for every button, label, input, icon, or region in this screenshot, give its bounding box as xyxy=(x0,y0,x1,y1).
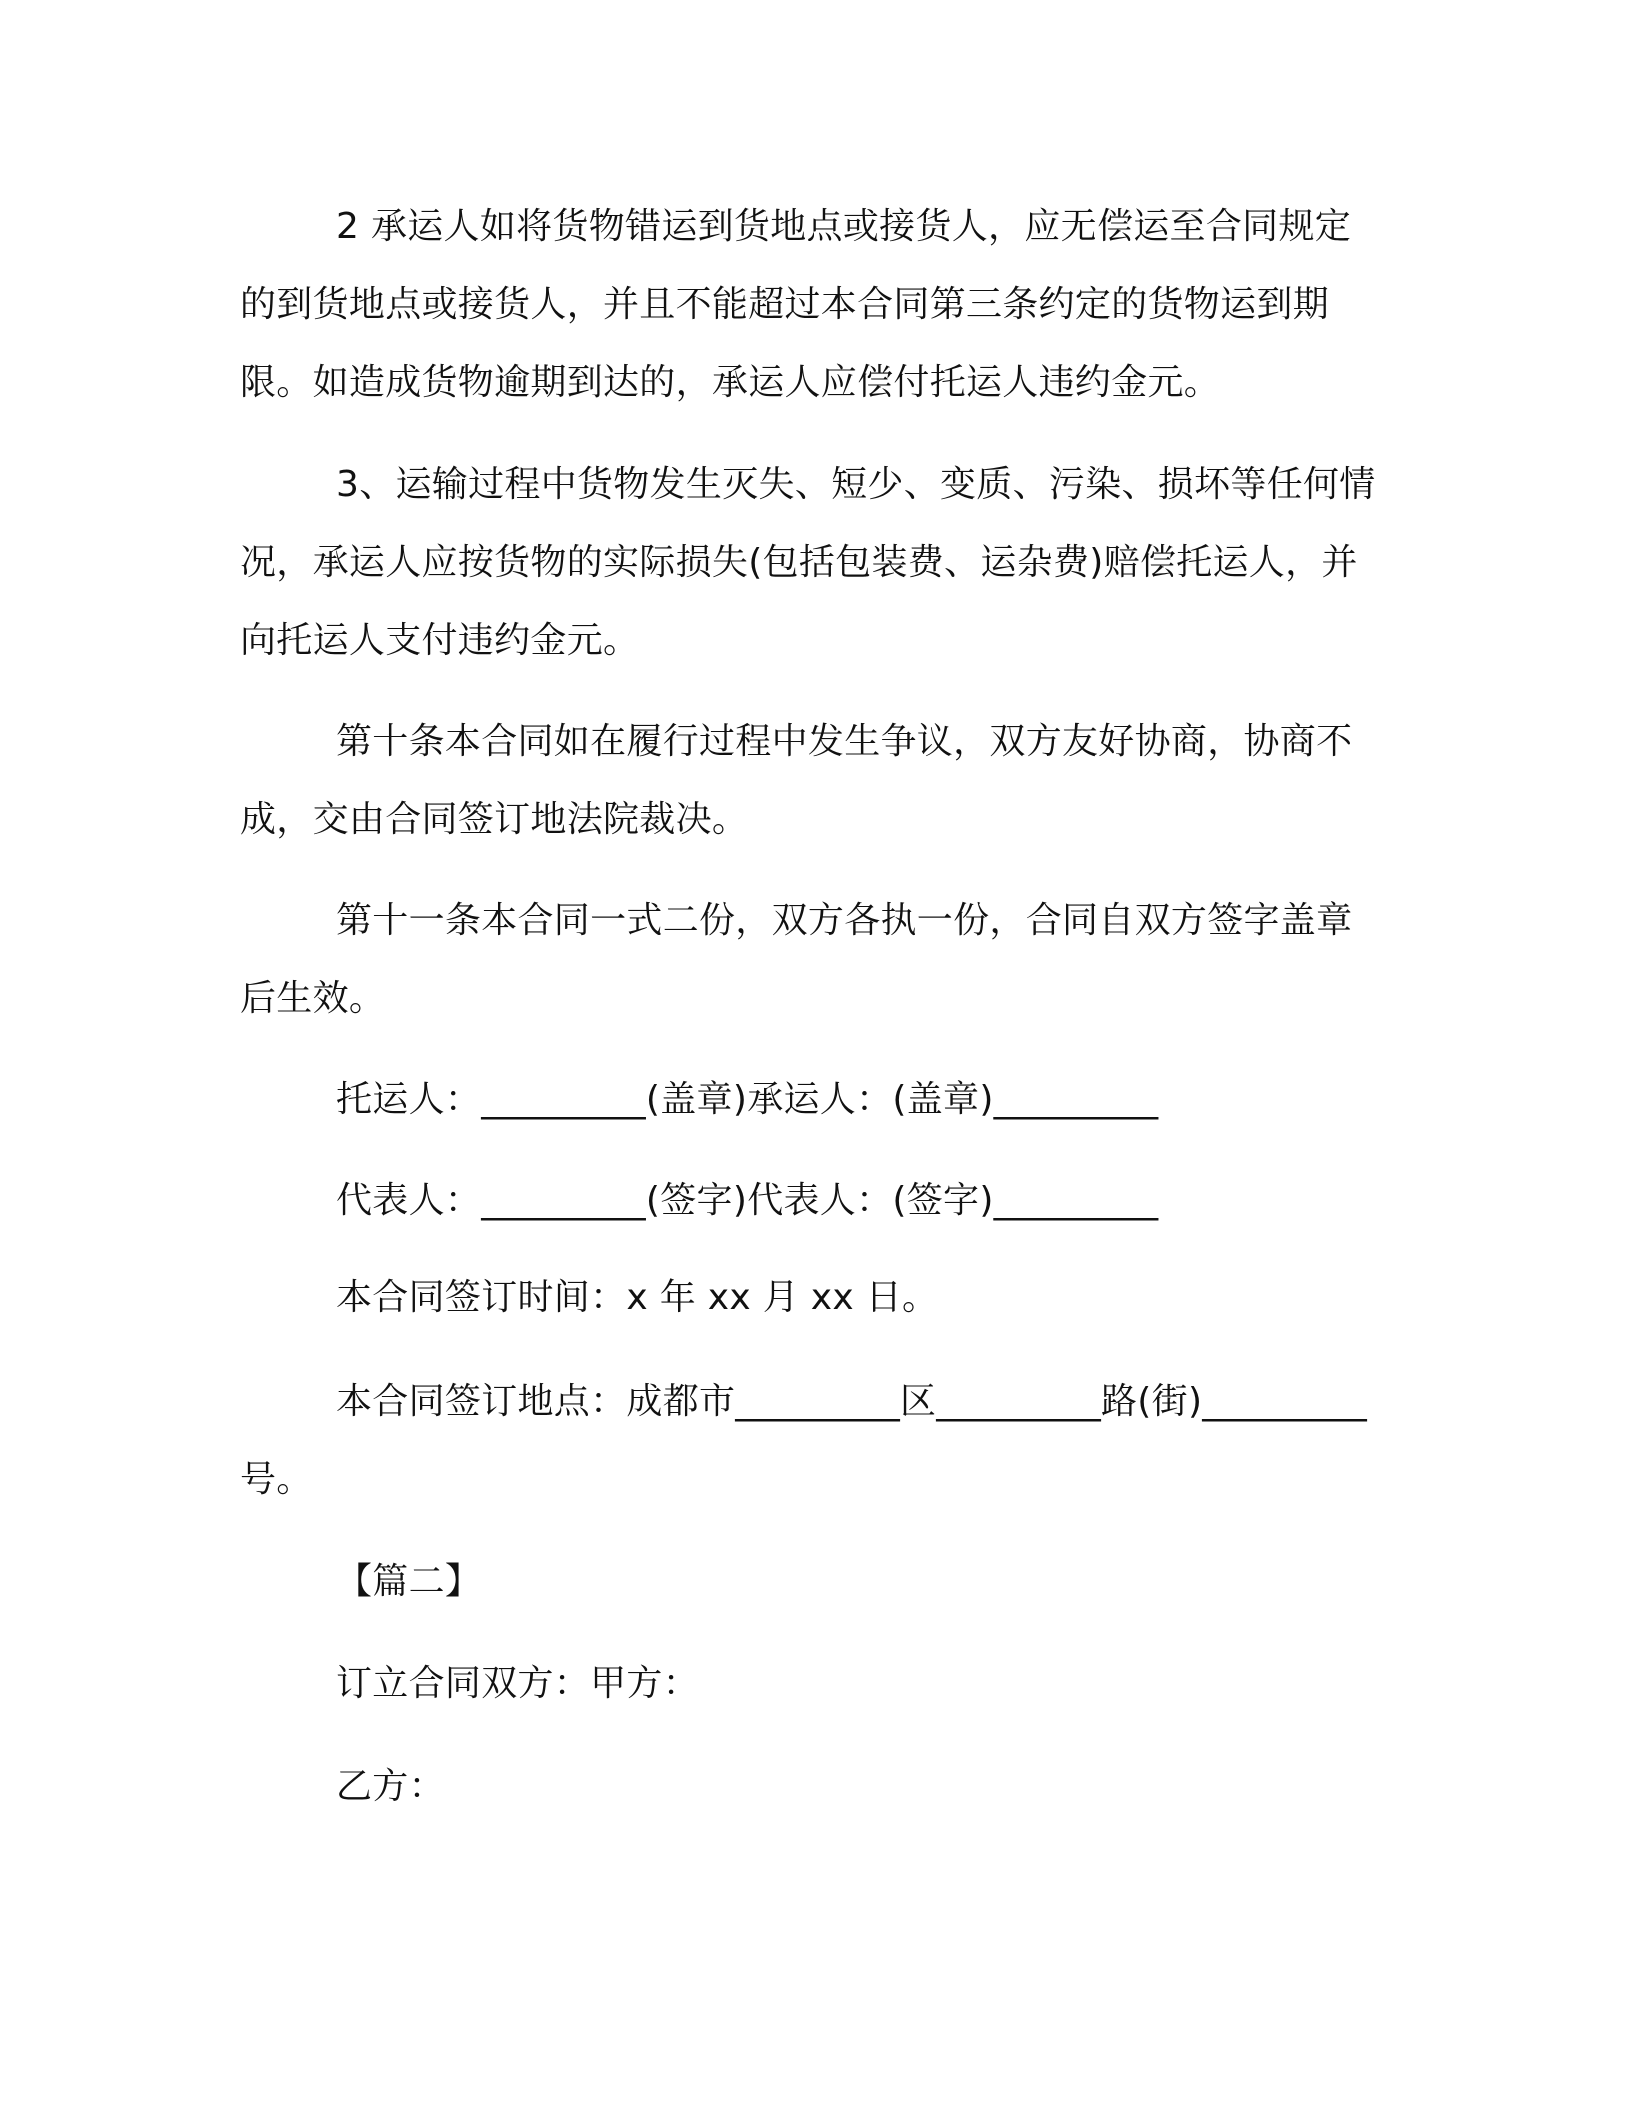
clause-cargo-loss: 3、运输过程中货物发生灭失、短少、变质、污染、损坏等任何情况，承运人应按货物的实际损失(包括包装费、运杂费)赔偿托运人，并向托运人支付违约金元。 xyxy=(240,464,1376,661)
clause-misdelivery: 2 承运人如将货物错运到货地点或接货人，应无偿运至合同规定的到货地点或接货人，并且不能超过本合同第三条约定的货物运到期限。如造成货物逾期到达的，承运人应偿付托运人违约金元。 xyxy=(240,206,1352,403)
contracting-parties-party-a: 订立合同双方：甲方： xyxy=(336,1663,700,1704)
article-10-dispute: 第十条本合同如在履行过程中发生争议，双方友好协商，协商不成，交由合同签订地法院裁决。 xyxy=(240,721,1353,840)
signing-date: 本合同签订时间：x 年 xx 月 xx 日。 xyxy=(336,1277,939,1318)
shipper-carrier-seal-line: 托运人：_________(盖章)承运人：(盖章)_________ xyxy=(336,1079,1159,1120)
party-b: 乙方： xyxy=(336,1766,445,1807)
signing-location: 本合同签订地点：成都市_________区_________路(街)_________号。 xyxy=(240,1381,1367,1500)
section-heading-part-two: 【篇二】 xyxy=(336,1561,482,1602)
article-11-copies: 第十一条本合同一式二份，双方各执一份，合同自双方签字盖章后生效。 xyxy=(240,900,1353,1019)
representative-sign-line: 代表人：_________(签字)代表人：(签字)_________ xyxy=(336,1180,1159,1221)
